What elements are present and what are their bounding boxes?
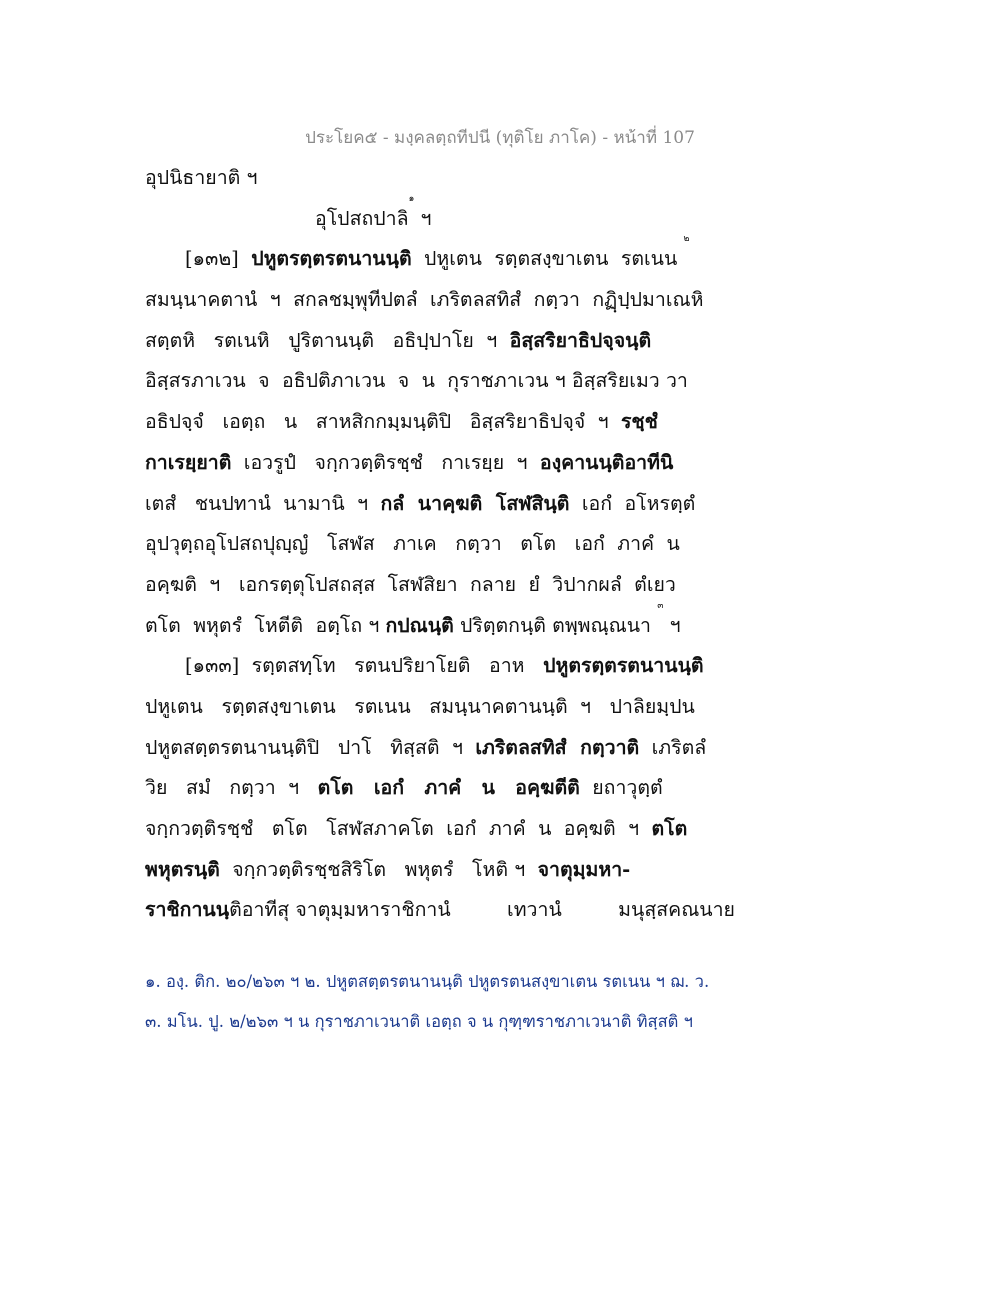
text-line <box>145 321 735 362</box>
text-line <box>145 234 735 280</box>
bold-term: ตโต เอกํ ภาคํ น อคฺฆตีติ <box>317 776 580 800</box>
text-segment: อุปนิธายาติ ฯ <box>145 166 258 189</box>
text-segment: เตสํ ชนปทานํ นามานิ ฯ <box>145 491 369 515</box>
text-segment: ปริตฺตกนฺติ ตพฺพณฺณนา <box>459 613 651 637</box>
body-text <box>145 158 735 931</box>
text-line <box>145 687 735 728</box>
text-segment: อคฺฆติ ฯ เอกรตฺตุโปสถสฺส โสฬสิยา กลาย ยํ วิปากผลํ ตํเยว <box>145 572 676 596</box>
text-line <box>145 768 735 809</box>
text-line <box>145 890 735 931</box>
text-line <box>145 158 735 199</box>
bold-term: กลํ นาคฺฆติ โสฬสินฺติ <box>380 491 570 515</box>
bold-term: เภริตลสทิสํ กตฺวาติ <box>475 735 640 759</box>
text-line <box>145 443 735 484</box>
footnote-mark: ๓ <box>657 600 664 611</box>
bold-term: กาเรยฺยาติ <box>145 450 232 474</box>
bold-term: พหุตรนฺติ <box>145 857 220 881</box>
text-segment: ยถาวุตฺตํ <box>592 776 663 800</box>
text-segment: ตโต พหุตรํ โหตีติ อตฺโถ ฯ <box>145 613 380 637</box>
bold-term: ตโต <box>651 817 688 840</box>
bold-term: ปหูตรตฺตรตนานนฺติ <box>543 654 704 678</box>
bold-term: อิสฺสริยาธิปจฺจนฺติ <box>509 328 652 352</box>
text-segment: สตฺตหิ รตเนหิ ปูริตานนฺติ อธิปฺปาโย ฯ <box>145 328 498 352</box>
section-title: อุโปสถปาลิ ๑ ฯ <box>145 199 735 240</box>
bold-term: ราชิกานนฺ <box>145 898 230 922</box>
text-segment: ฯ <box>669 613 681 637</box>
text-segment: สมนฺนาคตานํ ฯ สกลชมฺพุทีปตลํ เภริตลสทิสํ กตฺวา กฏฺิปฺปมาเณหิ <box>145 288 704 312</box>
text-segment: อธิปจฺจํ เอตฺถ น สาหสิกกมฺมนฺติปิ อิสฺสริยาธิปจฺจํ ฯ <box>145 410 609 434</box>
paragraph-number: [๑๓๒] <box>185 247 239 271</box>
text-segment: ปหูเตน รตฺตสงฺขาเตน รตเนน สมนฺนาคตานนฺติ ฯ ปาลิยมฺปน <box>145 694 695 718</box>
text-line <box>145 809 735 850</box>
text-line <box>145 484 735 525</box>
text-segment: เภริตลํ <box>651 735 707 759</box>
footnotes <box>145 962 745 1042</box>
text-line <box>145 600 735 647</box>
bold-term: จาตุมฺมหา- <box>537 857 631 881</box>
text-segment: ปหูเตน รตฺตสงฺขาเตน รตเนน <box>424 247 678 271</box>
text-segment: วิย สมํ กตฺวา ฯ <box>145 776 300 800</box>
bold-term: ปหูตรตฺตรตนานนฺติ <box>251 247 412 271</box>
bold-term: องฺคานนฺติอาทีนิ <box>539 450 674 474</box>
paragraph-number: [๑๓๓] <box>185 654 240 678</box>
text-segment: เอกํ อโหรตฺตํ <box>581 491 696 515</box>
footnote-mark: ๒ <box>683 234 690 245</box>
text-segment: มนุสฺสคณนาย <box>618 898 735 922</box>
text-line <box>145 361 735 402</box>
section-title-text: อุโปสถปาลิ <box>315 206 409 230</box>
bold-term: รชฺชํ <box>620 410 658 434</box>
text-segment: รตฺตสทฺโท รตนปริยาโยติ อาห <box>251 654 525 678</box>
text-segment: เอวรูปํ จกฺกวตฺติรชฺชํ กาเรยฺย ฯ <box>243 450 528 474</box>
text-line <box>145 402 735 443</box>
text-segment: ติอาทีสุ จาตุมฺมหาราชิกานํ <box>229 898 451 922</box>
footnote-line: ๑. องฺ. ติก. ๒๐/๒๖๓ ฯ ๒. ปหูตสตฺตรตนานนฺติ ปหูตรตนสงฺขาเตน รตเนน ฯ ฌ. ว. <box>145 972 710 991</box>
text-segment: จกฺกวตฺติรชฺชํ ตโต โสฬสภาคโต เอกํ ภาคํ น อคฺฆติ ฯ <box>145 817 640 840</box>
bold-term: กปณนฺติ <box>385 613 454 637</box>
text-segment: อิสฺสรภาเวน จ อธิปติภาเวน จ น กุราชภาเวน ฯ อิสฺสริยเมว วา <box>145 369 688 393</box>
text-segment: จกฺกวตฺติรชฺชสิริโต พหุตรํ โหติ ฯ <box>232 857 526 881</box>
text-segment: ปหูตสตฺตรตนานนฺติปิ ปาโ ทิสฺสติ ฯ <box>145 735 463 759</box>
footnote-mark: ๑ <box>408 193 415 204</box>
running-header: ประโยค๕ - มงฺคลตฺถทีปนี (ทุติโย ภาโค) - หน้าที่ 107 <box>305 128 695 148</box>
text-line <box>145 524 735 565</box>
footnote-line: ๓. มโน. ปู. ๒/๒๖๓ ฯ น กุราชภาเวนาติ เอตฺถ จ น กุฑฺฑราชภาเวนาติ ทิสฺสติ ฯ <box>145 1012 693 1031</box>
text-line <box>145 850 735 891</box>
text-segment: อุปวุตฺถอุโปสถปุญฺญํ โสฬส ภาเค กตฺวา ตโต เอกํ ภาคํ น <box>145 532 680 556</box>
text-line <box>145 280 735 321</box>
text-line <box>145 646 735 687</box>
text-segment: เทวานํ <box>507 898 562 922</box>
text-line <box>145 728 735 769</box>
text-line <box>145 565 735 606</box>
